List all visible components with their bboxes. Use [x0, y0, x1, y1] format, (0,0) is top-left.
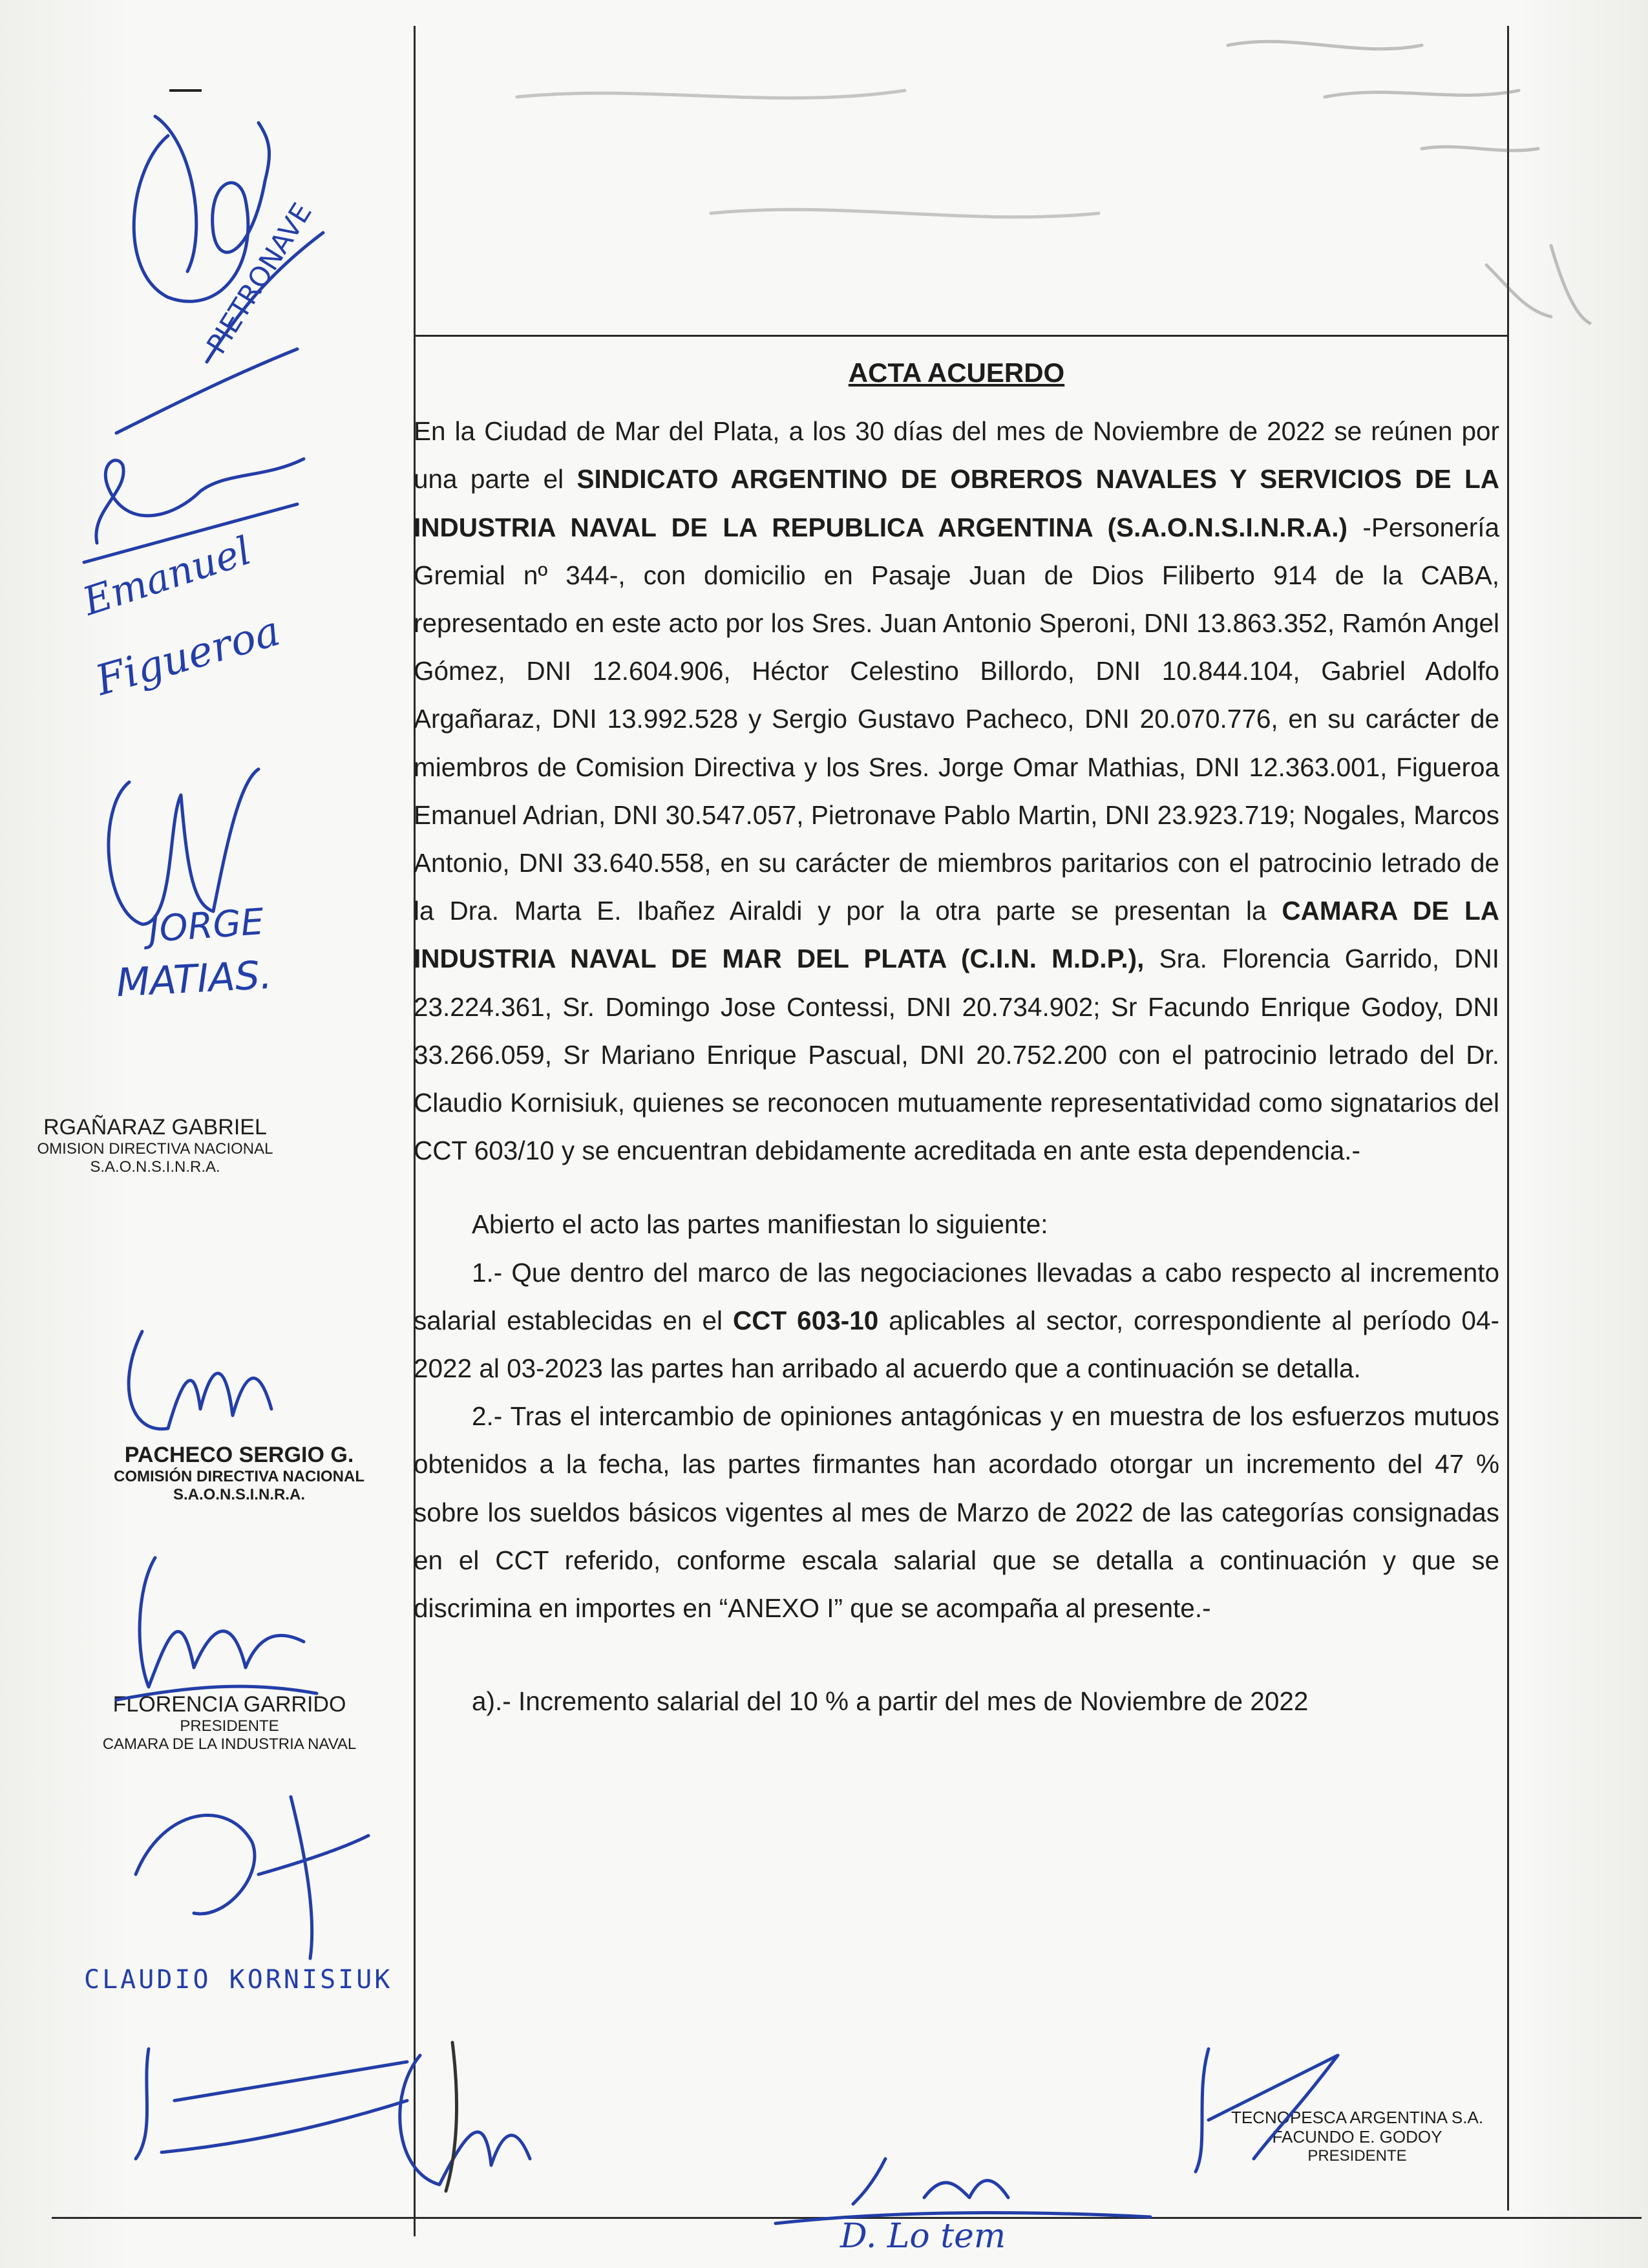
paragraph-opening: Abierto el acto las partes manifiestan lo siguiente: [472, 1209, 1048, 1240]
handwritten-pietronave: PIETRONAVE [200, 197, 318, 359]
signature-garrido [97, 1538, 330, 1719]
handwritten-matias: MATIAS. [115, 952, 273, 1006]
right-margin-line [1507, 26, 1509, 2210]
paragraph-parties: En la Ciudad de Mar del Plata, a los 30 días del mes de Noviembre de 2022 se reúnen por una parte el SINDICATO ARGENTINO DE OBREROS NAVALES Y SERVICIOS DE LA INDUSTRIA NAVAL DE LA REPUBLICA ARGENTINA (S.A.O.N.S.I.N.R.A.) -Personería Gremial nº 344-, con domicilio en Pasaje Juan de Dios Filiberto 914 de la CABA, representado en este acto por los Sres. Juan Antonio Speroni, DNI 13.863.352, Ramón Angel Gómez, DNI 12.604.906, Héctor Celestino Billordo, DNI 10.844.104, Gabriel Adolfo Argañaraz, DNI 13.992.528 y Sergio Gustavo Pacheco, DNI 20.070.776, en su carácter de miembros de Comision Directiva y los Sres. Jorge Omar Mathias, DNI 12.363.001, Figueroa Emanuel Adrian, DNI 30.547.057, Pietronave Pablo Martin, DNI 23.923.719; Nogales, Marcos Antonio, DNI 33.640.558, en su carácter de miembros paritarios con el patrocinio letrado de la Dra. Marta E. Ibañez Airaldi y por la otra parte se presentan la CAMARA DE LA INDUSTRIA NAVAL DE MAR DEL PLATA (C.I.N. M.D.P.), Sra. Florencia Garrido, DNI 23.224.361, Sr. Domingo Jose Contessi, DNI 20.734.902; Sr Facundo Enrique Godoy, DNI 33.266.059, Sr Mariano Enrique Pascual, DNI 20.752.200 con el patrocinio letrado del Dr. Claudio Kornisiuk, quienes se reconocen mutuamente representatividad como signatarios del CCT 603/10 y se encuentran debidamente acreditada en ante esta dependencia.- [414, 416, 1499, 1166]
signature-kornisiuk [97, 1771, 381, 1965]
bleed-signatures [452, 19, 1616, 330]
item-a-increment: a).- Incremento salarial del 10 % a partir del mes de Noviembre de 2022 [472, 1686, 1309, 1717]
signature-pietronave [90, 103, 362, 440]
paragraph-clause-1: 1.- Que dentro del marco de las negociaciones llevadas a cabo respecto al incremento salarial establecidas en el CCT 603-10 aplicables al sector, correspondiente al período 04-2022 al 03-2023 las partes han arribado al acuerdo que a continuación se detalla. [414, 1257, 1499, 1384]
stamp-tecnopesca: TECNOPESCA ARGENTINA S.A. FACUNDO E. GODOY PRESIDENTE [1231, 2108, 1484, 2165]
signature-godoy [1170, 2030, 1351, 2185]
stamp-garrido: FLORENCIA GARRIDO PRESIDENTE CAMARA DE LA INDUSTRIA NAVAL [102, 1692, 357, 1753]
handwritten-emanuel: Emanuel [78, 528, 257, 625]
handwritten-bottom: D. Lo tem [840, 2217, 1006, 2256]
stamp-pacheco: PACHECO SERGIO G. COMISIÓN DIRECTIVA NACIONAL S.A.O.N.S.I.N.R.A. [114, 1443, 364, 1503]
corner-mark [169, 89, 202, 92]
paragraph-clause-2: 2.- Tras el intercambio de opiniones antagónicas y en muestra de los esfuerzos mutuos obtenidos a la fecha, las partes firmantes han acordado otorgar un incremento del 47 % sobre los sueldos básicos vigentes al mes de Marzo de 2022 de las categorías consignadas en el CCT referido, conforme escala salarial que se detalla a continuación y que se discrimina en importes en “ANEXO I” que se acompaña al presente.- [414, 1401, 1499, 1624]
union-name: SINDICATO ARGENTINO DE OBREROS NAVALES Y SERVICIOS DE LA INDUSTRIA NAVAL DE LA REPUBLICA ARGENTINA (S.A.O.N.S.I.N.R.A.) [414, 464, 1499, 542]
document-body [414, 349, 1499, 1725]
handwritten-figueroa: Figueroa [90, 607, 286, 706]
document-title: ACTA ACUERDO [848, 357, 1065, 388]
stamp-arganaraz: RGAÑARAZ GABRIEL OMISION DIRECTIVA NACIONAL S.A.O.N.S.I.N.R.A. [37, 1115, 273, 1176]
header-divider [414, 335, 1507, 337]
signature-center [362, 2030, 543, 2198]
cct-reference: CCT 603-10 [732, 1305, 879, 1335]
handwritten-jorge: JORGE [147, 900, 266, 951]
handwritten-claudio: CLAUDIO KORNISIUK [84, 1965, 393, 1995]
signature-pacheco [103, 1306, 284, 1448]
chamber-name: CAMARA DE LA INDUSTRIA NAVAL DE MAR DEL PLATA (C.I.N. M.D.P.), [414, 896, 1499, 974]
